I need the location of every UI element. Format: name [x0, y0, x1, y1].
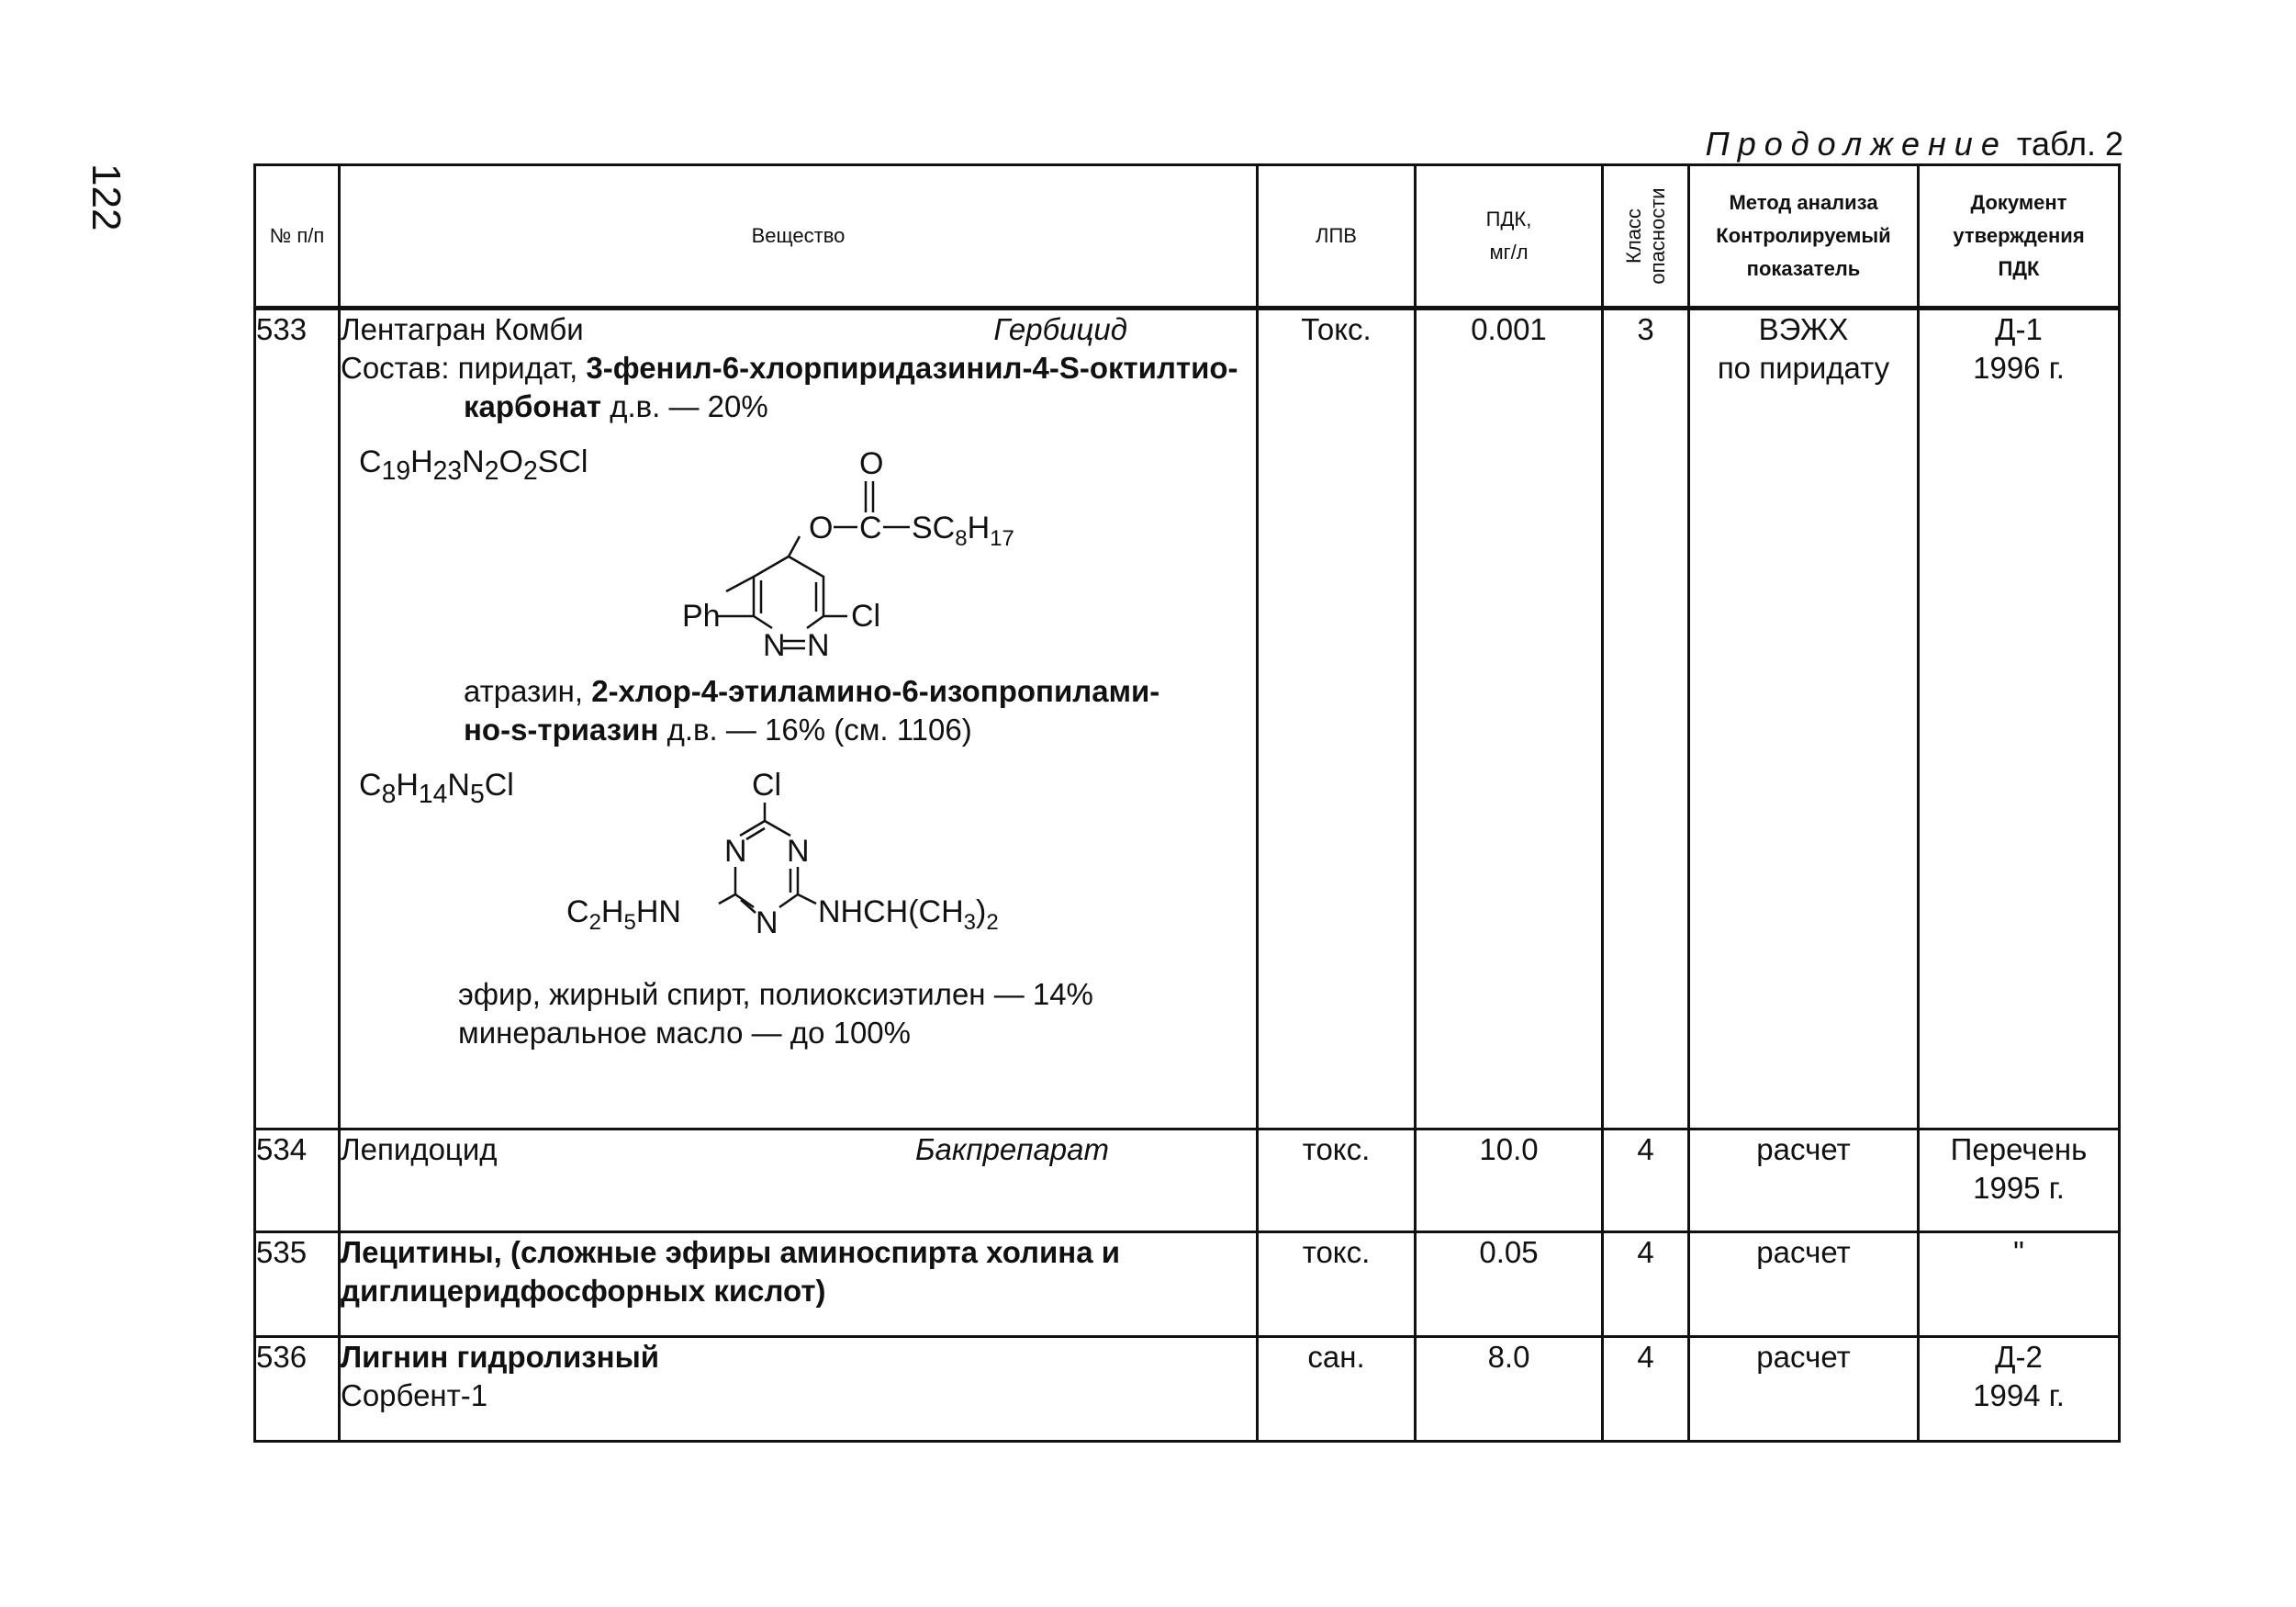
- struct1-ph: Ph: [682, 598, 721, 634]
- struct1-o-top: O: [859, 445, 884, 481]
- method-cell: [1689, 309, 1919, 1129]
- lpv-cell: токс.: [1258, 1129, 1416, 1232]
- document-line1: Д-1: [1995, 312, 2043, 346]
- row-num: 535: [255, 1232, 340, 1337]
- struct2-n-left: N: [724, 833, 747, 869]
- composition-suffix: д.в. — 20%: [610, 389, 768, 423]
- document-line2: 1995 г.: [1973, 1171, 2065, 1205]
- second-component-line-1: [341, 672, 1256, 711]
- hazard-class-cell: 4: [1603, 1337, 1689, 1442]
- header-substance: Вещество: [340, 165, 1258, 309]
- row-num: 533: [255, 309, 340, 1129]
- substance-name: Лепидоцид: [341, 1132, 498, 1166]
- second-component-line-2: [341, 711, 1256, 749]
- substance-type: Бакпрепарат: [915, 1132, 1109, 1166]
- document-line2: 1994 г.: [1973, 1378, 2065, 1412]
- hazard-class-cell: 4: [1603, 1232, 1689, 1337]
- struct1-c: C: [859, 510, 882, 545]
- substance-cell: [340, 1232, 1258, 1337]
- struct2-left-group: $C_2H_5HN$: [566, 893, 681, 935]
- struct1-n1: N: [763, 627, 786, 657]
- struct1-n2: N: [807, 627, 830, 657]
- document-cell: [1919, 309, 2120, 1129]
- header-pdk-line1: ПДК,: [1485, 208, 1532, 230]
- header-method: [1689, 165, 1919, 309]
- substance-name-line: [341, 310, 1256, 349]
- second-component-suffix: д.в. — 16% (см. 1106): [666, 712, 972, 747]
- formula-1: $C_{19}H_{23}N_2O_2SCl$: [359, 444, 588, 486]
- header-document-line2: утверждения: [1953, 224, 2085, 247]
- document-line1: Д-2: [1995, 1340, 2043, 1374]
- table-caption: [1706, 125, 2123, 163]
- method-cell: расчет: [1689, 1232, 1919, 1337]
- method-line1: ВЭЖХ: [1758, 312, 1849, 346]
- struct2-n-bottom: N: [756, 905, 778, 940]
- lpv-cell: Токс.: [1258, 309, 1416, 1129]
- substance-cell: [340, 1337, 1258, 1442]
- pyridate-structure: [579, 446, 1240, 657]
- table-row-535: [255, 1232, 2120, 1337]
- substance-cell: [340, 309, 1258, 1129]
- substance-name-line1: Лецитины, (сложные эфиры аминоспирта холина и: [341, 1235, 1121, 1269]
- struct2-cl: Cl: [752, 767, 782, 803]
- caption-table-ref: табл. 2: [2016, 125, 2123, 163]
- pdk-cell: 0.05: [1416, 1232, 1603, 1337]
- header-method-line1: Метод анализа: [1729, 191, 1878, 214]
- second-component-bold-2: но-s-триазин: [464, 712, 659, 747]
- substance-name: Лигнин гидролизный: [341, 1340, 660, 1374]
- header-method-line2: Контролируемый: [1716, 224, 1891, 247]
- header-pdk: [1416, 165, 1603, 309]
- row-num: 534: [255, 1129, 340, 1232]
- pdk-cell: 8.0: [1416, 1337, 1603, 1442]
- second-component-bold-1: 2-хлор-4-этиламино-6-изопропилами-: [591, 673, 1160, 708]
- table-row-536: [255, 1337, 2120, 1442]
- header-method-line3: показатель: [1746, 257, 1861, 280]
- header-hazard-class-line2: опасности: [1645, 187, 1669, 285]
- table-row-533: [255, 309, 2120, 1129]
- substance-name-line: [341, 1130, 1256, 1169]
- composition-bold-2: карбонат: [464, 389, 602, 423]
- method-line2: по пиридату: [1717, 351, 1890, 385]
- header-document-line1: Документ: [1970, 191, 2067, 214]
- composition-line-1: [341, 349, 1256, 388]
- formula-2: $C_8H_{14}N_5Cl$: [359, 767, 514, 809]
- header-num: № п/п: [255, 165, 340, 309]
- method-cell: расчет: [1689, 1129, 1919, 1232]
- header-pdk-line2: мг/л: [1489, 241, 1529, 264]
- pdk-cell: 10.0: [1416, 1129, 1603, 1232]
- document-line1: Перечень: [1950, 1132, 2088, 1166]
- page-number: 122: [84, 163, 129, 231]
- lpv-cell: токс.: [1258, 1232, 1416, 1337]
- header-document: [1919, 165, 2120, 309]
- header-lpv: ЛПВ: [1258, 165, 1416, 309]
- struct2-n-right: N: [787, 833, 810, 869]
- substance-name-line2: диглицеридфосфорных кислот): [341, 1274, 826, 1308]
- struct2-right-group: $NHCH(CH_3)_2$: [818, 893, 999, 935]
- substance-cell: [340, 1129, 1258, 1232]
- method-cell: расчет: [1689, 1337, 1919, 1442]
- second-component-prefix: атразин,: [464, 673, 584, 708]
- header-document-line3: ПДК: [1998, 257, 2040, 280]
- atrazine-structure: [524, 766, 1185, 950]
- substance-name-line2: Сорбент-1: [341, 1378, 488, 1412]
- row-num: 536: [255, 1337, 340, 1442]
- other-component-2: минеральное масло — до 100%: [458, 1015, 911, 1050]
- document-cell: [1919, 1129, 2120, 1232]
- caption-continuation: Продолжение: [1705, 125, 2008, 163]
- substance-type: Гербицид: [993, 312, 1127, 346]
- hazard-class-cell: 4: [1603, 1129, 1689, 1232]
- composition-line-2: [341, 388, 1256, 426]
- other-component-1: эфир, жирный спирт, полиоксиэтилен — 14%: [458, 976, 1093, 1011]
- substances-table: [253, 163, 2121, 1443]
- substance-name: Лентагран Комби: [341, 312, 584, 346]
- document-line2: 1996 г.: [1973, 351, 2065, 385]
- struct1-o-link: O: [809, 510, 834, 545]
- table-row-534: [255, 1129, 2120, 1232]
- struct1-s-group: $SC_8H_{17}$: [912, 510, 1014, 551]
- pdk-cell: 0.001: [1416, 309, 1603, 1129]
- document-cell: [1919, 1337, 2120, 1442]
- hazard-class-cell: 3: [1603, 309, 1689, 1129]
- header-hazard-class: [1603, 165, 1689, 309]
- header-hazard-class-line1: Класс: [1621, 208, 1645, 264]
- composition-prefix: Состав: пиридат,: [341, 351, 578, 385]
- struct1-cl: Cl: [851, 598, 881, 634]
- header-row: [255, 165, 2120, 309]
- composition-bold-1: 3-фенил-6-хлорпиридазинил-4-S-октилтио-: [586, 351, 1238, 385]
- document-cell: ": [1919, 1232, 2120, 1337]
- lpv-cell: сан.: [1258, 1337, 1416, 1442]
